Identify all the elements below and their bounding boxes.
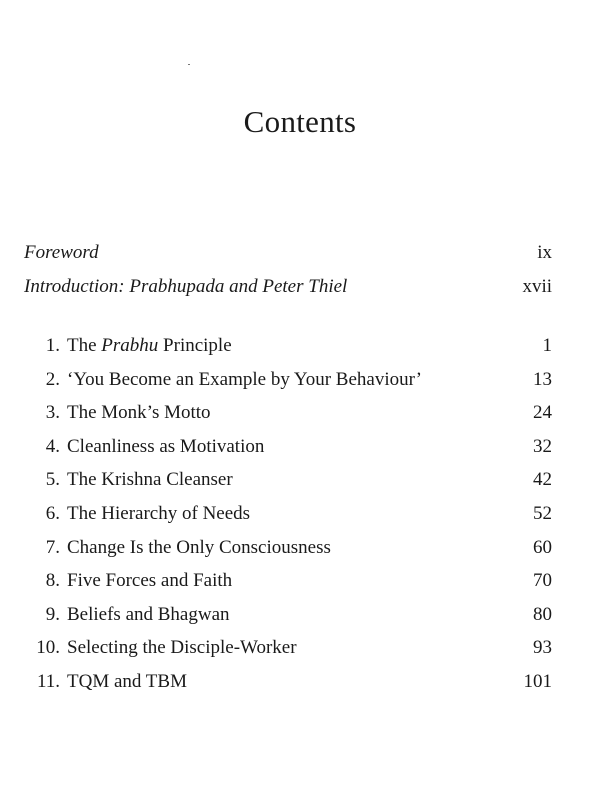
toc-page-number: ix — [537, 242, 552, 263]
toc-entry-label: Foreword — [24, 242, 99, 263]
chapter-title: The Krishna Cleanser — [67, 469, 233, 491]
chapter-title: The Prabhu Principle — [67, 335, 232, 356]
toc-page-number: 1 — [542, 335, 552, 356]
chapter-number: 7. — [45, 536, 60, 558]
chapter-title: The Monk’s Motto — [67, 402, 211, 424]
toc-entry-chapter — [24, 329, 552, 363]
chapter-number: 5. — [45, 469, 60, 491]
chapter-title: Cleanliness as Motivation — [67, 435, 265, 457]
chapter-number: 9. — [45, 603, 60, 625]
toc-entry-chapter — [24, 396, 552, 430]
toc-page-number: 93 — [533, 637, 552, 659]
toc-entry-chapter — [24, 463, 552, 497]
toc-entry-chapter — [24, 497, 552, 531]
chapter-number: 10. — [36, 637, 60, 659]
toc-entry-introduction — [24, 270, 552, 304]
toc-entry-chapter — [24, 564, 552, 598]
chapter-number: 6. — [45, 502, 60, 524]
chapter-title: Selecting the Disciple-Worker — [67, 637, 297, 659]
toc-entry-foreword — [24, 236, 552, 270]
toc-page-number: 24 — [533, 402, 552, 424]
toc-page-number: 80 — [533, 603, 552, 625]
chapter-number: 3. — [45, 402, 60, 424]
toc-entry-chapter — [24, 430, 552, 464]
toc-page-number: 42 — [533, 469, 552, 491]
chapter-number: 2. — [45, 368, 60, 390]
toc-page-number: 13 — [533, 368, 552, 390]
toc-page-number: 60 — [533, 536, 552, 558]
chapter-title: TQM and TBM — [67, 670, 187, 692]
toc-page-number: xvii — [522, 275, 552, 297]
chapter-title: Five Forces and Faith — [67, 570, 233, 592]
toc-page-number: 52 — [533, 502, 552, 524]
chapter-title: Change Is the Only Consciousness — [67, 536, 331, 558]
chapter-title: The Hierarchy of Needs — [67, 502, 251, 524]
chapter-title: Beliefs and Bhagwan — [67, 603, 230, 625]
toc-page-number: 32 — [533, 435, 552, 457]
toc-page-number: 70 — [533, 570, 552, 592]
toc-entry-label: Introduction: Prabhupada and Peter Thiel — [24, 275, 348, 297]
print-speck — [188, 64, 190, 65]
toc-entry-chapter — [24, 363, 552, 397]
toc-entry-chapter — [24, 531, 552, 565]
chapter-number: 8. — [45, 570, 60, 592]
chapter-list — [24, 329, 552, 699]
chapter-number: 11. — [36, 670, 60, 692]
page-title: Contents — [243, 104, 357, 139]
toc-entry-chapter — [24, 665, 552, 699]
chapter-title: ‘You Become an Example by Your Behaviour’ — [67, 368, 422, 390]
toc-entry-chapter — [24, 631, 552, 665]
toc-page-number: 101 — [523, 670, 552, 692]
toc-entry-chapter — [24, 598, 552, 632]
front-matter-list — [24, 236, 552, 303]
chapter-number: 4. — [45, 435, 60, 457]
chapter-number: 1. — [45, 335, 60, 356]
